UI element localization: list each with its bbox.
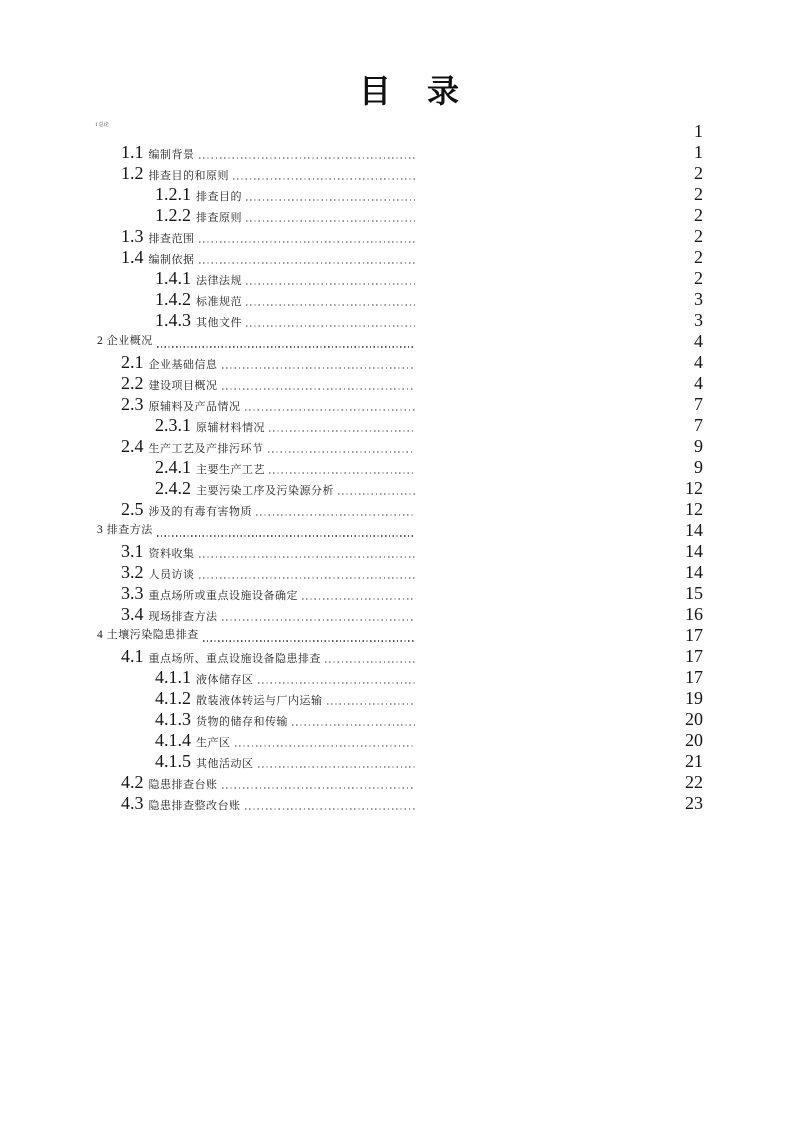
toc-entry-number: 1.4.1: [155, 268, 191, 288]
toc-entry[interactable]: [0, 415, 800, 436]
toc-entry-number: 1.4.3: [155, 310, 191, 330]
toc-entry-label: 重点场所、重点设施设备隐患排查: [148, 653, 321, 665]
toc-entry-page: 9: [694, 436, 703, 456]
toc-entry-text: [121, 247, 415, 268]
toc-entry[interactable]: [0, 121, 800, 142]
dot-leader: [233, 178, 415, 180]
toc-entry-page: 2: [694, 268, 703, 288]
toc-entry-text: [95, 121, 415, 142]
toc-entry[interactable]: [0, 709, 800, 730]
toc-entry-number: 2.2: [121, 373, 144, 393]
toc-entry-text: [121, 562, 415, 583]
toc-entry-page: 2: [694, 205, 703, 225]
toc-entry-text: [97, 520, 415, 541]
dot-leader: [246, 283, 415, 285]
toc-entry[interactable]: [0, 562, 800, 583]
toc-entry-text: [155, 457, 415, 478]
toc-entry-page: 12: [685, 499, 703, 519]
toc-entry-text: [121, 541, 415, 562]
toc-entry-page: 1: [694, 121, 703, 141]
toc-entry-number: 3.2: [121, 562, 144, 582]
toc-entry-page: 14: [685, 520, 703, 540]
dot-leader: [157, 346, 415, 348]
toc-entry-page: 15: [685, 583, 703, 603]
toc-entry-text: [121, 646, 415, 667]
dot-leader: [199, 241, 416, 243]
toc-entry-text: [121, 394, 415, 415]
toc-entry-text: [155, 709, 415, 730]
toc-entry-page: 2: [694, 226, 703, 246]
toc-list: [0, 121, 800, 814]
toc-entry-page: 3: [694, 310, 703, 330]
toc-entry-label: 其他活动区: [196, 758, 254, 770]
toc-entry-page: 4: [694, 373, 703, 393]
toc-title: 目 录: [358, 73, 459, 109]
dot-leader: [246, 220, 415, 222]
dot-leader: [203, 640, 415, 642]
toc-entry-text: [121, 604, 415, 625]
toc-entry-label: 土壤污染隐患排查: [106, 629, 199, 641]
toc-entry-number: 3.4: [121, 604, 144, 624]
toc-entry-label: 排查方法: [106, 524, 153, 536]
toc-entry[interactable]: [0, 772, 800, 793]
toc-entry-label: 散装液体转运与厂内运输: [196, 695, 323, 707]
toc-entry[interactable]: [0, 520, 800, 541]
toc-entry-text: [121, 772, 415, 793]
toc-entry-label: 排查原则: [196, 212, 242, 224]
toc-entry[interactable]: [0, 163, 800, 184]
toc-entry[interactable]: [0, 268, 800, 289]
toc-entry-text: [121, 226, 415, 247]
toc-entry-label: 编制背景: [148, 149, 195, 161]
toc-entry-number: 2.5: [121, 499, 144, 519]
dot-leader: [269, 430, 415, 432]
dot-leader: [325, 661, 415, 663]
toc-entry-text: [121, 163, 415, 184]
toc-entry-number: 4.1.5: [155, 751, 191, 771]
toc-entry-number: 2.1: [121, 352, 144, 372]
dot-leader: [222, 787, 416, 789]
toc-entry-label: 其他文件: [196, 317, 242, 329]
toc-entry-page: 17: [685, 625, 703, 645]
toc-entry-label: 编制依据: [148, 254, 195, 266]
toc-entry-page: 20: [685, 709, 703, 729]
dot-leader: [246, 199, 415, 201]
toc-entry-text: [155, 310, 415, 331]
toc-entry-label: 隐患排查台账: [148, 779, 218, 791]
toc-entry-number: 3.1: [121, 541, 144, 561]
toc-entry-label: 人员访谈: [148, 569, 195, 581]
dot-leader: [222, 388, 416, 390]
toc-entry-text: [155, 751, 415, 772]
toc-entry-number: 2.4.1: [155, 457, 191, 477]
toc-entry-label: 建设项目概况: [148, 380, 218, 392]
toc-entry-number: 3.3: [121, 583, 144, 603]
toc-entry-number: 4.1.2: [155, 688, 191, 708]
toc-entry-number: 4.1: [121, 646, 144, 666]
toc-entry-label: 现场排查方法: [148, 611, 218, 623]
toc-entry-number: 1.2.2: [155, 205, 191, 225]
toc-entry-text: [121, 583, 415, 604]
toc-entry-number: 2: [97, 335, 103, 347]
dot-leader: [222, 619, 416, 621]
toc-entry-label: 主要污染工序及污染源分析: [196, 485, 334, 497]
toc-entry[interactable]: [0, 373, 800, 394]
toc-entry-label: 隐患排查整改台账: [148, 800, 241, 812]
dot-leader: [302, 598, 415, 600]
toc-entry-page: 2: [694, 184, 703, 204]
toc-entry-page: 7: [694, 415, 703, 435]
toc-entry-text: [121, 436, 415, 457]
toc-entry[interactable]: [0, 289, 800, 310]
toc-entry-text: [155, 184, 415, 205]
toc-entry-number: 2.3.1: [155, 415, 191, 435]
toc-entry-text: [121, 352, 415, 373]
toc-entry[interactable]: [0, 436, 800, 457]
toc-entry-number: 2.4: [121, 436, 144, 456]
toc-entry-label: 生产区: [196, 737, 231, 749]
toc-entry-page: 17: [685, 667, 703, 687]
toc-entry-text: [97, 331, 415, 352]
dot-leader: [256, 514, 415, 516]
toc-entry-number: 4: [97, 629, 103, 641]
toc-entry-page: 14: [685, 541, 703, 561]
toc-entry-text: [155, 289, 415, 310]
toc-entry[interactable]: [0, 688, 800, 709]
toc-entry-number: 2.4.2: [155, 478, 191, 498]
toc-entry[interactable]: [0, 751, 800, 772]
toc-entry-number: 4.2: [121, 772, 144, 792]
toc-entry[interactable]: [0, 142, 800, 163]
toc-entry-number: 4.1.4: [155, 730, 191, 750]
toc-entry-page: 4: [694, 352, 703, 372]
toc-entry-label: 排查目的: [196, 191, 242, 203]
toc-entry-label: 原辅料及产品情况: [148, 401, 241, 413]
dot-leader: [246, 325, 415, 327]
toc-entry-page: 19: [685, 688, 703, 708]
toc-entry-label: 生产工艺及产排污环节: [148, 443, 264, 455]
toc-entry-label: 排查范围: [148, 233, 195, 245]
toc-entry[interactable]: [0, 394, 800, 415]
toc-entry-page: 2: [694, 247, 703, 267]
toc-entry[interactable]: [0, 331, 800, 352]
toc-entry-page: 14: [685, 562, 703, 582]
dot-leader: [245, 808, 416, 810]
toc-entry-text: [121, 793, 415, 814]
toc-entry-page: 21: [685, 751, 703, 771]
toc-entry-number: 1.2: [121, 163, 144, 183]
dot-leader: [157, 535, 415, 537]
toc-entry-label: 1 总论: [95, 123, 109, 128]
toc-entry-text: [155, 415, 415, 436]
toc-entry[interactable]: [0, 478, 800, 499]
toc-entry-page: 4: [694, 331, 703, 351]
dot-leader: [199, 157, 416, 159]
toc-entry-page: 3: [694, 289, 703, 309]
toc-entry[interactable]: [0, 205, 800, 226]
toc-entry-page: 17: [685, 646, 703, 666]
toc-entry-number: 3: [97, 524, 103, 536]
toc-entry-text: [155, 268, 415, 289]
toc-entry[interactable]: [0, 667, 800, 688]
dot-leader: [199, 577, 416, 579]
dot-leader: [199, 262, 416, 264]
dot-leader: [268, 451, 416, 453]
toc-entry[interactable]: [0, 583, 800, 604]
toc-entry-page: 1: [694, 142, 703, 162]
toc-entry-number: 2.3: [121, 394, 144, 414]
toc-entry-number: 1.4: [121, 247, 144, 267]
toc-entry-text: [155, 730, 415, 751]
dot-leader: [199, 556, 416, 558]
toc-entry-label: 资料收集: [148, 548, 195, 560]
toc-entry-label: 企业基础信息: [148, 359, 218, 371]
dot-leader: [245, 409, 416, 411]
toc-entry-label: 货物的储存和传输: [196, 716, 288, 728]
toc-entry-label: 重点场所或重点设施设备确定: [148, 590, 298, 602]
toc-entry[interactable]: [0, 793, 800, 814]
toc-entry-label: 法律法规: [196, 275, 242, 287]
toc-entry-number: 4.3: [121, 793, 144, 813]
toc-entry[interactable]: [0, 625, 800, 646]
dot-leader: [269, 472, 415, 474]
toc-entry[interactable]: [0, 184, 800, 205]
toc-entry-label: 企业概况: [106, 335, 153, 347]
toc-entry[interactable]: [0, 604, 800, 625]
toc-entry[interactable]: [0, 499, 800, 520]
toc-entry-page: 22: [685, 772, 703, 792]
dot-leader: [327, 703, 416, 705]
toc-entry-text: [121, 142, 415, 163]
toc-entry-number: 1.1: [121, 142, 144, 162]
toc-entry[interactable]: [0, 541, 800, 562]
toc-entry[interactable]: [0, 310, 800, 331]
toc-entry[interactable]: [0, 352, 800, 373]
toc-entry-text: [155, 478, 415, 499]
dot-leader: [246, 304, 415, 306]
toc-entry-number: 4.1.1: [155, 667, 191, 687]
dot-leader: [338, 493, 415, 495]
toc-entry-page: 9: [694, 457, 703, 477]
toc-entry-page: 2: [694, 163, 703, 183]
dot-leader: [258, 766, 416, 768]
toc-entry-number: 4.1.3: [155, 709, 191, 729]
toc-entry-label: 排查目的和原则: [148, 170, 229, 182]
toc-entry-number: 1.4.2: [155, 289, 191, 309]
toc-entry-page: 7: [694, 394, 703, 414]
toc-entry-label: 涉及的有毒有害物质: [148, 506, 252, 518]
toc-entry-page: 16: [685, 604, 703, 624]
toc-entry[interactable]: [0, 247, 800, 268]
toc-entry-label: 主要生产工艺: [196, 464, 265, 476]
toc-entry-number: 1.2.1: [155, 184, 191, 204]
toc-entry[interactable]: [0, 226, 800, 247]
toc-entry-page: 23: [685, 793, 703, 813]
toc-entry-text: [155, 688, 415, 709]
toc-entry-label: 标准规范: [196, 296, 242, 308]
toc-entry-text: [97, 625, 415, 646]
dot-leader: [222, 367, 416, 369]
dot-leader: [235, 745, 416, 747]
toc-entry-number: 1.3: [121, 226, 144, 246]
dot-leader: [258, 682, 416, 684]
toc-entry[interactable]: [0, 646, 800, 667]
toc-entry-label: 液体储存区: [196, 674, 254, 686]
toc-entry-text: [155, 205, 415, 226]
toc-entry[interactable]: [0, 730, 800, 751]
toc-entry-text: [155, 667, 415, 688]
toc-entry-page: 12: [685, 478, 703, 498]
toc-entry-text: [121, 499, 415, 520]
toc-entry-text: [121, 373, 415, 394]
toc-entry-page: 20: [685, 730, 703, 750]
toc-entry[interactable]: [0, 457, 800, 478]
toc-entry-label: 原辅材料情况: [196, 422, 265, 434]
dot-leader: [292, 724, 415, 726]
